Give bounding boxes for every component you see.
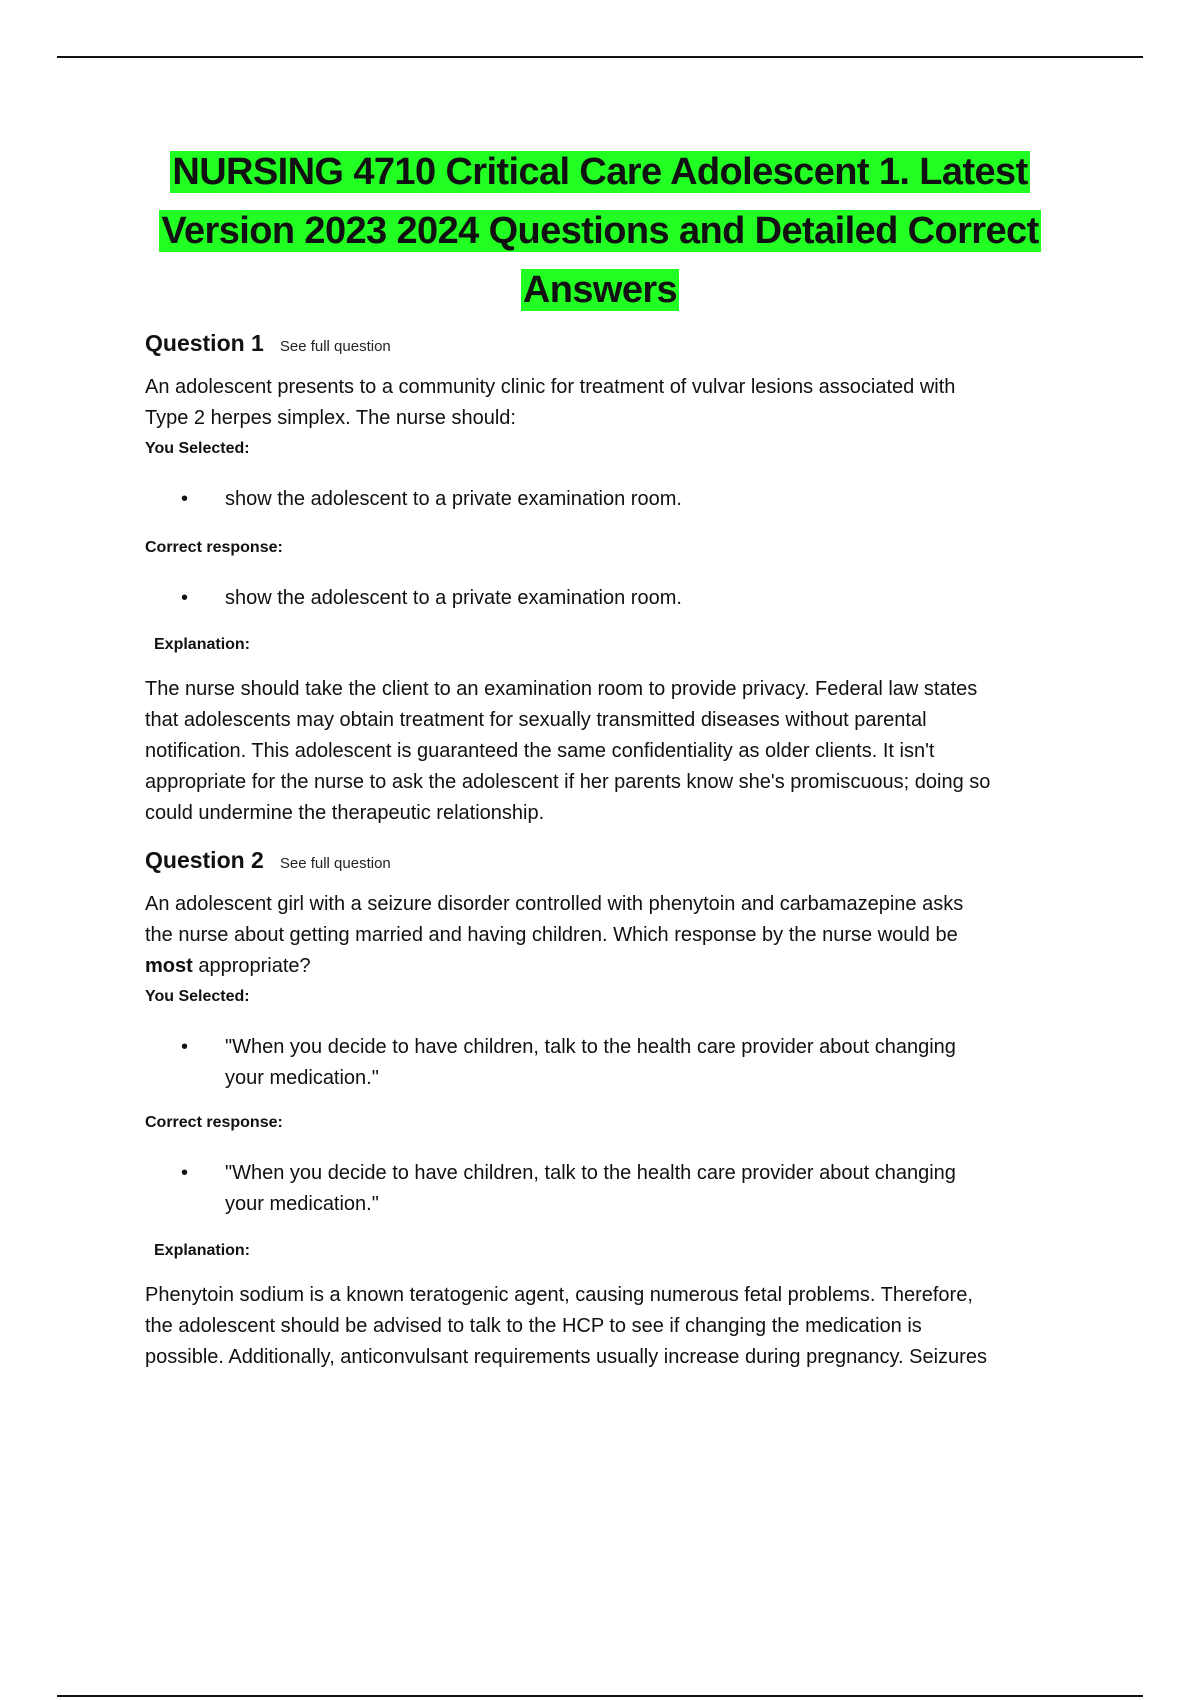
bullet-icon: • (181, 1036, 189, 1058)
question-2-selected-label: You Selected: (145, 988, 250, 1005)
title-line-2: Version 2023 2024 Questions and Detailed Correct (161, 210, 1039, 252)
question-2-explanation: Phenytoin sodium is a known teratogenic agent, causing numerous fetal problems. Therefore, the adolescent should be advised to talk to the HCP to see if changing the medication is possible. Additionally, anticonvulsant requirements usually increase during pregnancy. Seizures (145, 1284, 987, 1368)
question-2-title: Question 2 (145, 847, 264, 873)
question-2-selected-answer: • "When you decide to have children, talk to the health care provider about changing your medication." (145, 1032, 1095, 1094)
question-2-see-full-link[interactable]: See full question (279, 855, 391, 872)
top-rule (57, 56, 1143, 58)
question-2-header (145, 847, 1095, 881)
question-1-explanation-label: Explanation: (154, 636, 251, 653)
question-1-header (145, 330, 1095, 364)
title-line-3: Answers (522, 269, 678, 311)
question-1-selected-label: You Selected: (145, 440, 250, 457)
title-line-1: NURSING 4710 Critical Care Adolescent 1. Latest (172, 151, 1028, 193)
question-2-stem: An adolescent girl with a seizure disorder controlled with phenytoin and carbamazepine asks the nurse about getting married and having children. Which response by the nurse would be most appropriate? (145, 893, 964, 977)
question-2-correct-label: Correct response: (145, 1114, 283, 1131)
question-1-selected-answer: • show the adolescent to a private examination room. (145, 484, 1095, 515)
questions-content (145, 330, 1095, 1373)
bullet-icon: • (181, 488, 189, 510)
bullet-icon: • (181, 1162, 189, 1184)
question-1-correct-label: Correct response: (145, 539, 283, 556)
bottom-rule (57, 1695, 1143, 1697)
question-2-correct-answer: • "When you decide to have children, talk to the health care provider about changing your medication." (145, 1158, 1095, 1220)
bullet-icon: • (181, 587, 189, 609)
question-1-correct-answer: • show the adolescent to a private examination room. (145, 583, 1095, 614)
question-1-stem: An adolescent presents to a community clinic for treatment of vulvar lesions associated with Type 2 herpes simplex. The nurse should: (145, 376, 956, 429)
question-1-see-full-link[interactable]: See full question (279, 338, 391, 355)
question-1-title: Question 1 (145, 330, 264, 356)
document-title (100, 143, 1100, 320)
question-1-explanation: The nurse should take the client to an examination room to provide privacy. Federal law states that adolescents may obtain treatment for sexually transmitted diseases without parental notification. This adolescent is guaranteed the same confidentiality as older clients. It isn't appropriate for the nurse to ask the adolescent if her parents know she's promiscuous; doing so could undermine the therapeutic relationship. (145, 678, 991, 824)
question-2-explanation-label: Explanation: (154, 1242, 251, 1259)
